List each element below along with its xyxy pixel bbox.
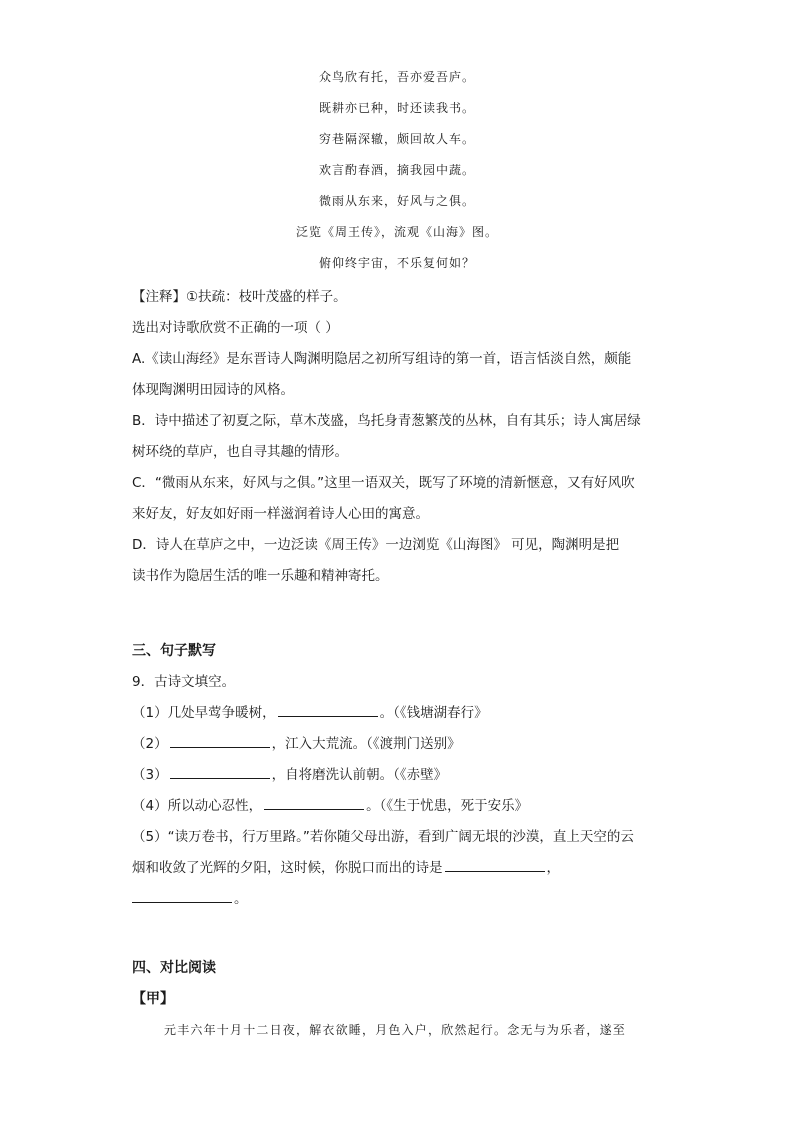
answer-blank[interactable] (132, 901, 232, 903)
fill-item-text: （1）几处早莺争暖树， (132, 705, 276, 721)
answer-blank[interactable] (170, 777, 270, 779)
option-d-line-1: D．诗人在草庐之中，一边泛读《周王传》一边浏览《山海图》 可见，陶渊明是把 (132, 537, 620, 553)
poem-line: 既耕亦已种，时还读我书。 (318, 101, 475, 115)
answer-blank[interactable] (445, 870, 545, 872)
option-c-line-1: C．“微雨从东来，好风与之俱。”这里一语双关，既写了环境的清新惬意，又有好风吹 (132, 475, 635, 491)
answer-blank[interactable] (264, 808, 364, 810)
poem-line: 众鸟欣有托，吾亦爱吾庐。 (318, 70, 475, 84)
fill-item-2 (132, 729, 668, 760)
section-3-title: 三、句子默写 (132, 643, 216, 659)
option-b-line-1: B．诗中描述了初夏之际，草木茂盛，鸟托身青葱繁茂的丛林，自有其乐；诗人寓居绿 (132, 413, 641, 429)
fill-item-text: 。（《生于忧患，死于安乐》 (366, 798, 529, 814)
fill-item-5-line-3 (132, 884, 668, 915)
fill-item-text: ，自将磨洗认前朝。（《赤壁》 (271, 767, 448, 783)
fill-item-text: 烟和收敛了光辉的夕阳，这时候，你脱口而出的诗是 (132, 860, 443, 876)
fill-item-3 (132, 760, 668, 791)
poem-line: 穷巷隔深辙，颇回故人车。 (318, 132, 475, 146)
option-c-line-2: 来好友，好友如好雨一样滋润着诗人心田的寓意。 (132, 506, 429, 522)
fill-item-5-line-1: （5）“读万卷书，行万里路。”若你随父母出游，看到广阔无垠的沙漠，直上天空的云 (132, 829, 634, 845)
fill-item-text: 。 (234, 891, 248, 907)
answer-blank[interactable] (278, 715, 378, 717)
fill-item-text: （3） (132, 767, 168, 783)
fill-item-4 (132, 791, 668, 822)
fill-item-5-line-2 (132, 853, 668, 884)
fill-item-text: （4）所以动心忍性， (132, 798, 263, 814)
fill-item-text: 。（《钱塘湖春行》 (379, 705, 488, 721)
option-b-line-2: 树环绕的草庐，也自寻其趣的情形。 (132, 444, 348, 460)
poem-block (0, 62, 794, 279)
poem-line: 欢言酌春酒，摘我园中蔬。 (318, 163, 475, 177)
fill-item-text: ，江入大荒流。（《渡荆门送别》 (271, 736, 461, 752)
annotation-note: 【注释】①扶疏：枝叶茂盛的样子。 (132, 289, 347, 305)
poem-line: 泛览《周王传》，流观《山海》图。 (295, 225, 498, 239)
fill-item-1 (132, 698, 668, 729)
fill-item-text: （2） (132, 736, 168, 752)
fill-item-text: ， (546, 860, 560, 876)
option-a-line-2: 体现陶渊明田园诗的风格。 (132, 382, 294, 398)
answer-blank[interactable] (170, 746, 270, 748)
passage-jia-label: 【甲】 (132, 991, 174, 1007)
option-a-line-1: A.《读山海经》是东晋诗人陶渊明隐居之初所写组诗的第一首，语言恬淡自然，颇能 (132, 351, 632, 367)
poem-line: 微雨从东来，好风与之俱。 (318, 194, 475, 208)
option-d-line-2: 读书作为隐居生活的唯一乐趣和精神寄托。 (132, 568, 389, 584)
document-body (132, 282, 668, 1046)
question-8-stem: 选出对诗歌欣赏不正确的一项（ ） (132, 320, 339, 336)
question-9-stem: 9．古诗文填空。 (132, 674, 236, 690)
poem-line: 俯仰终宇宙，不乐复何如？ (318, 256, 475, 270)
passage-jia-text: 元丰六年十月十二日夜，解衣欲睡，月色入户，欣然起行。念无与为乐者，遂至 (164, 1023, 627, 1037)
section-4-title: 四、对比阅读 (132, 960, 216, 976)
